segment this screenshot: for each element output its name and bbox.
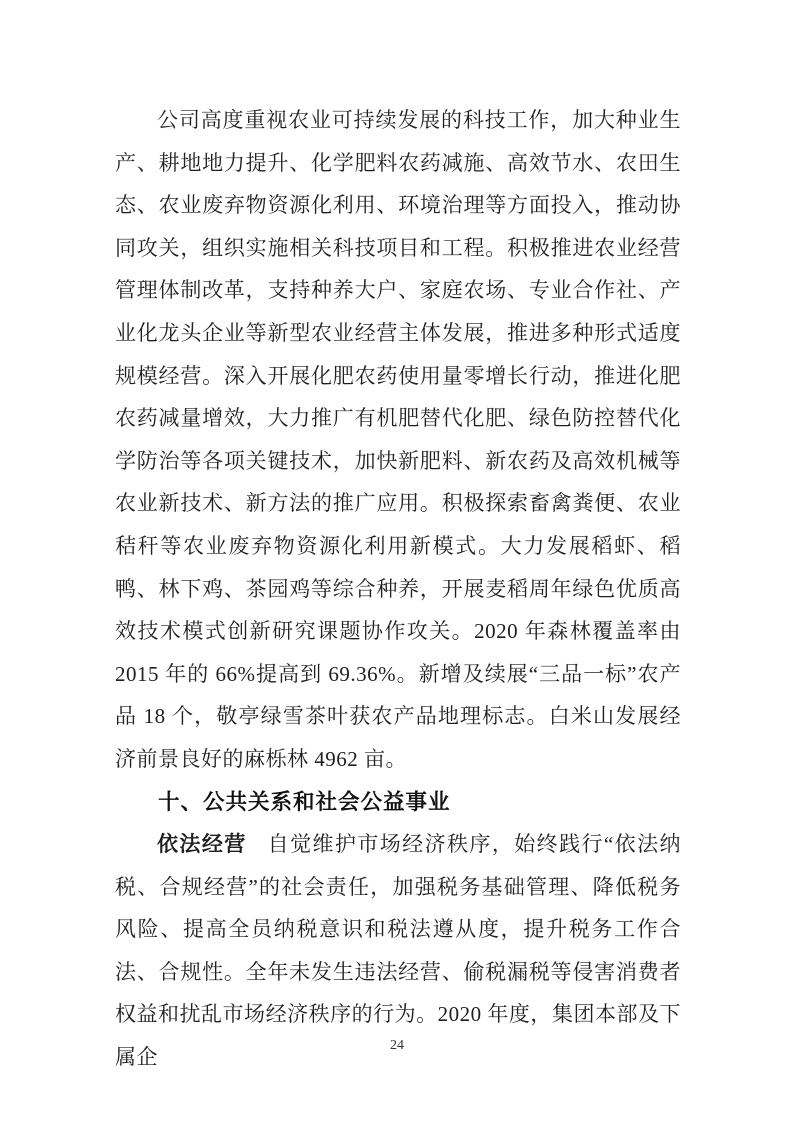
page-number: 24 xyxy=(390,1038,404,1053)
section-heading-public-relations: 十、公共关系和社会公益事业 xyxy=(158,789,451,814)
paragraph-lead-term: 依法经营 xyxy=(157,832,247,857)
paragraph-agriculture-science: 公司高度重视农业可持续发展的科技工作，加大种业生产、耕地地力提升、化学肥料农药减施、高效节水、农田生态、农业废弃物资源化利用、环境治理等方面投入，推动协同攻关，组织实施相关科技项目和工程。积极推进农业经营管理体制改革，支持种养大户、家庭农场、专业合作社、产业化龙头企业等新型农业经营主体发展，推进多种形式适度规模经营。深入开展化肥农药使用量零增长行动，推进化肥农药减量增效，大力推广有机肥替代化肥、绿色防控替代化学防治等各项关键技术，加快新肥料、新农药及高效机械等农业新技术、新方法的推广应用。积极探索畜禽粪便、农业秸秆等农业废弃物资源化利用新模式。大力发展稻虾、稻鸭、林下鸡、茶园鸡等综合种养，开展麦稻周年绿色优质高效技术模式创新研究课题协作攻关。2020 年森林覆盖率由 2015 年的 66%提高到 69.36%。新增及续展“三品一标”农产品 18 个，敬亭绿雪茶叶获农产品地理标志。白米山发展经济前景良好的麻栎林 4962 亩。 xyxy=(115,108,681,771)
paragraph-lawful-operation-text: 自觉维护市场经济秩序，始终践行“依法纳税、合规经营”的社会责任，加强税务基础管理、降低税务风险、提高全员纳税意识和税法遵从度，提升税务工作合法、合规性。全年未发生违法经营、偷税漏税等侵害消费者权益和扰乱市场经济秩序的行为。2020 年度，集团本部及下属企 xyxy=(115,832,681,1070)
page-content xyxy=(115,99,681,1079)
